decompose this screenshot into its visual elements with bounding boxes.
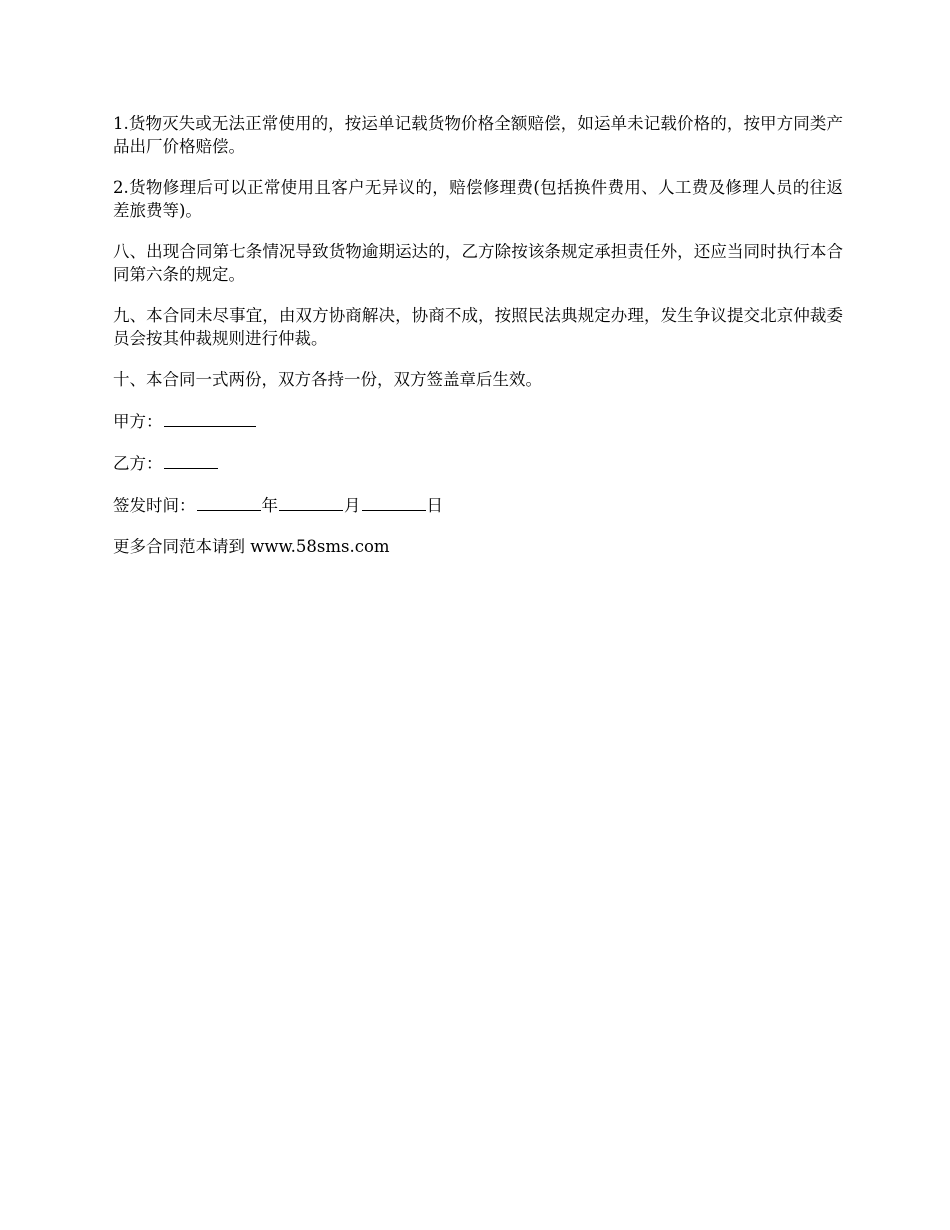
clause-compensation-repair: 2.货物修理后可以正常使用且客户无异议的，赔偿修理费(包括换件费用、人工费及修理人员的往返差旅费等)。: [113, 178, 843, 220]
year-blank: [197, 493, 261, 511]
party-b-line: [113, 451, 843, 475]
sign-date-line: [113, 493, 843, 517]
year-label: 年: [261, 496, 278, 515]
party-b-label: 乙方：: [113, 454, 163, 473]
footer-note: 更多合同范本请到 www.58sms.com: [113, 537, 390, 556]
clause-nine: 九、本合同未尽事宜，由双方协商解决，协商不成，按照民法典规定办理，发生争议提交北京仲裁委员会按其仲裁规则进行仲裁。: [113, 306, 843, 348]
party-a-signature-blank: [164, 409, 256, 427]
day-label: 日: [426, 496, 443, 515]
clause-ten: 十、本合同一式两份，双方各持一份，双方签盖章后生效。: [113, 370, 542, 389]
party-b-signature-blank: [164, 451, 218, 469]
sign-time-label: 签发时间：: [113, 496, 196, 515]
document-body: [113, 112, 843, 576]
month-blank: [279, 493, 343, 511]
month-label: 月: [344, 496, 361, 515]
clause-eight: 八、出现合同第七条情况导致货物逾期运达的，乙方除按该条规定承担责任外，还应当同时执行本合同第六条的规定。: [113, 242, 843, 284]
clause-compensation-loss: 1.货物灭失或无法正常使用的，按运单记载货物价格全额赔偿，如运单未记载价格的，按甲方同类产品出厂价格赔偿。: [113, 114, 843, 156]
party-a-label: 甲方：: [113, 412, 163, 431]
day-blank: [362, 493, 426, 511]
party-a-line: [113, 409, 843, 433]
